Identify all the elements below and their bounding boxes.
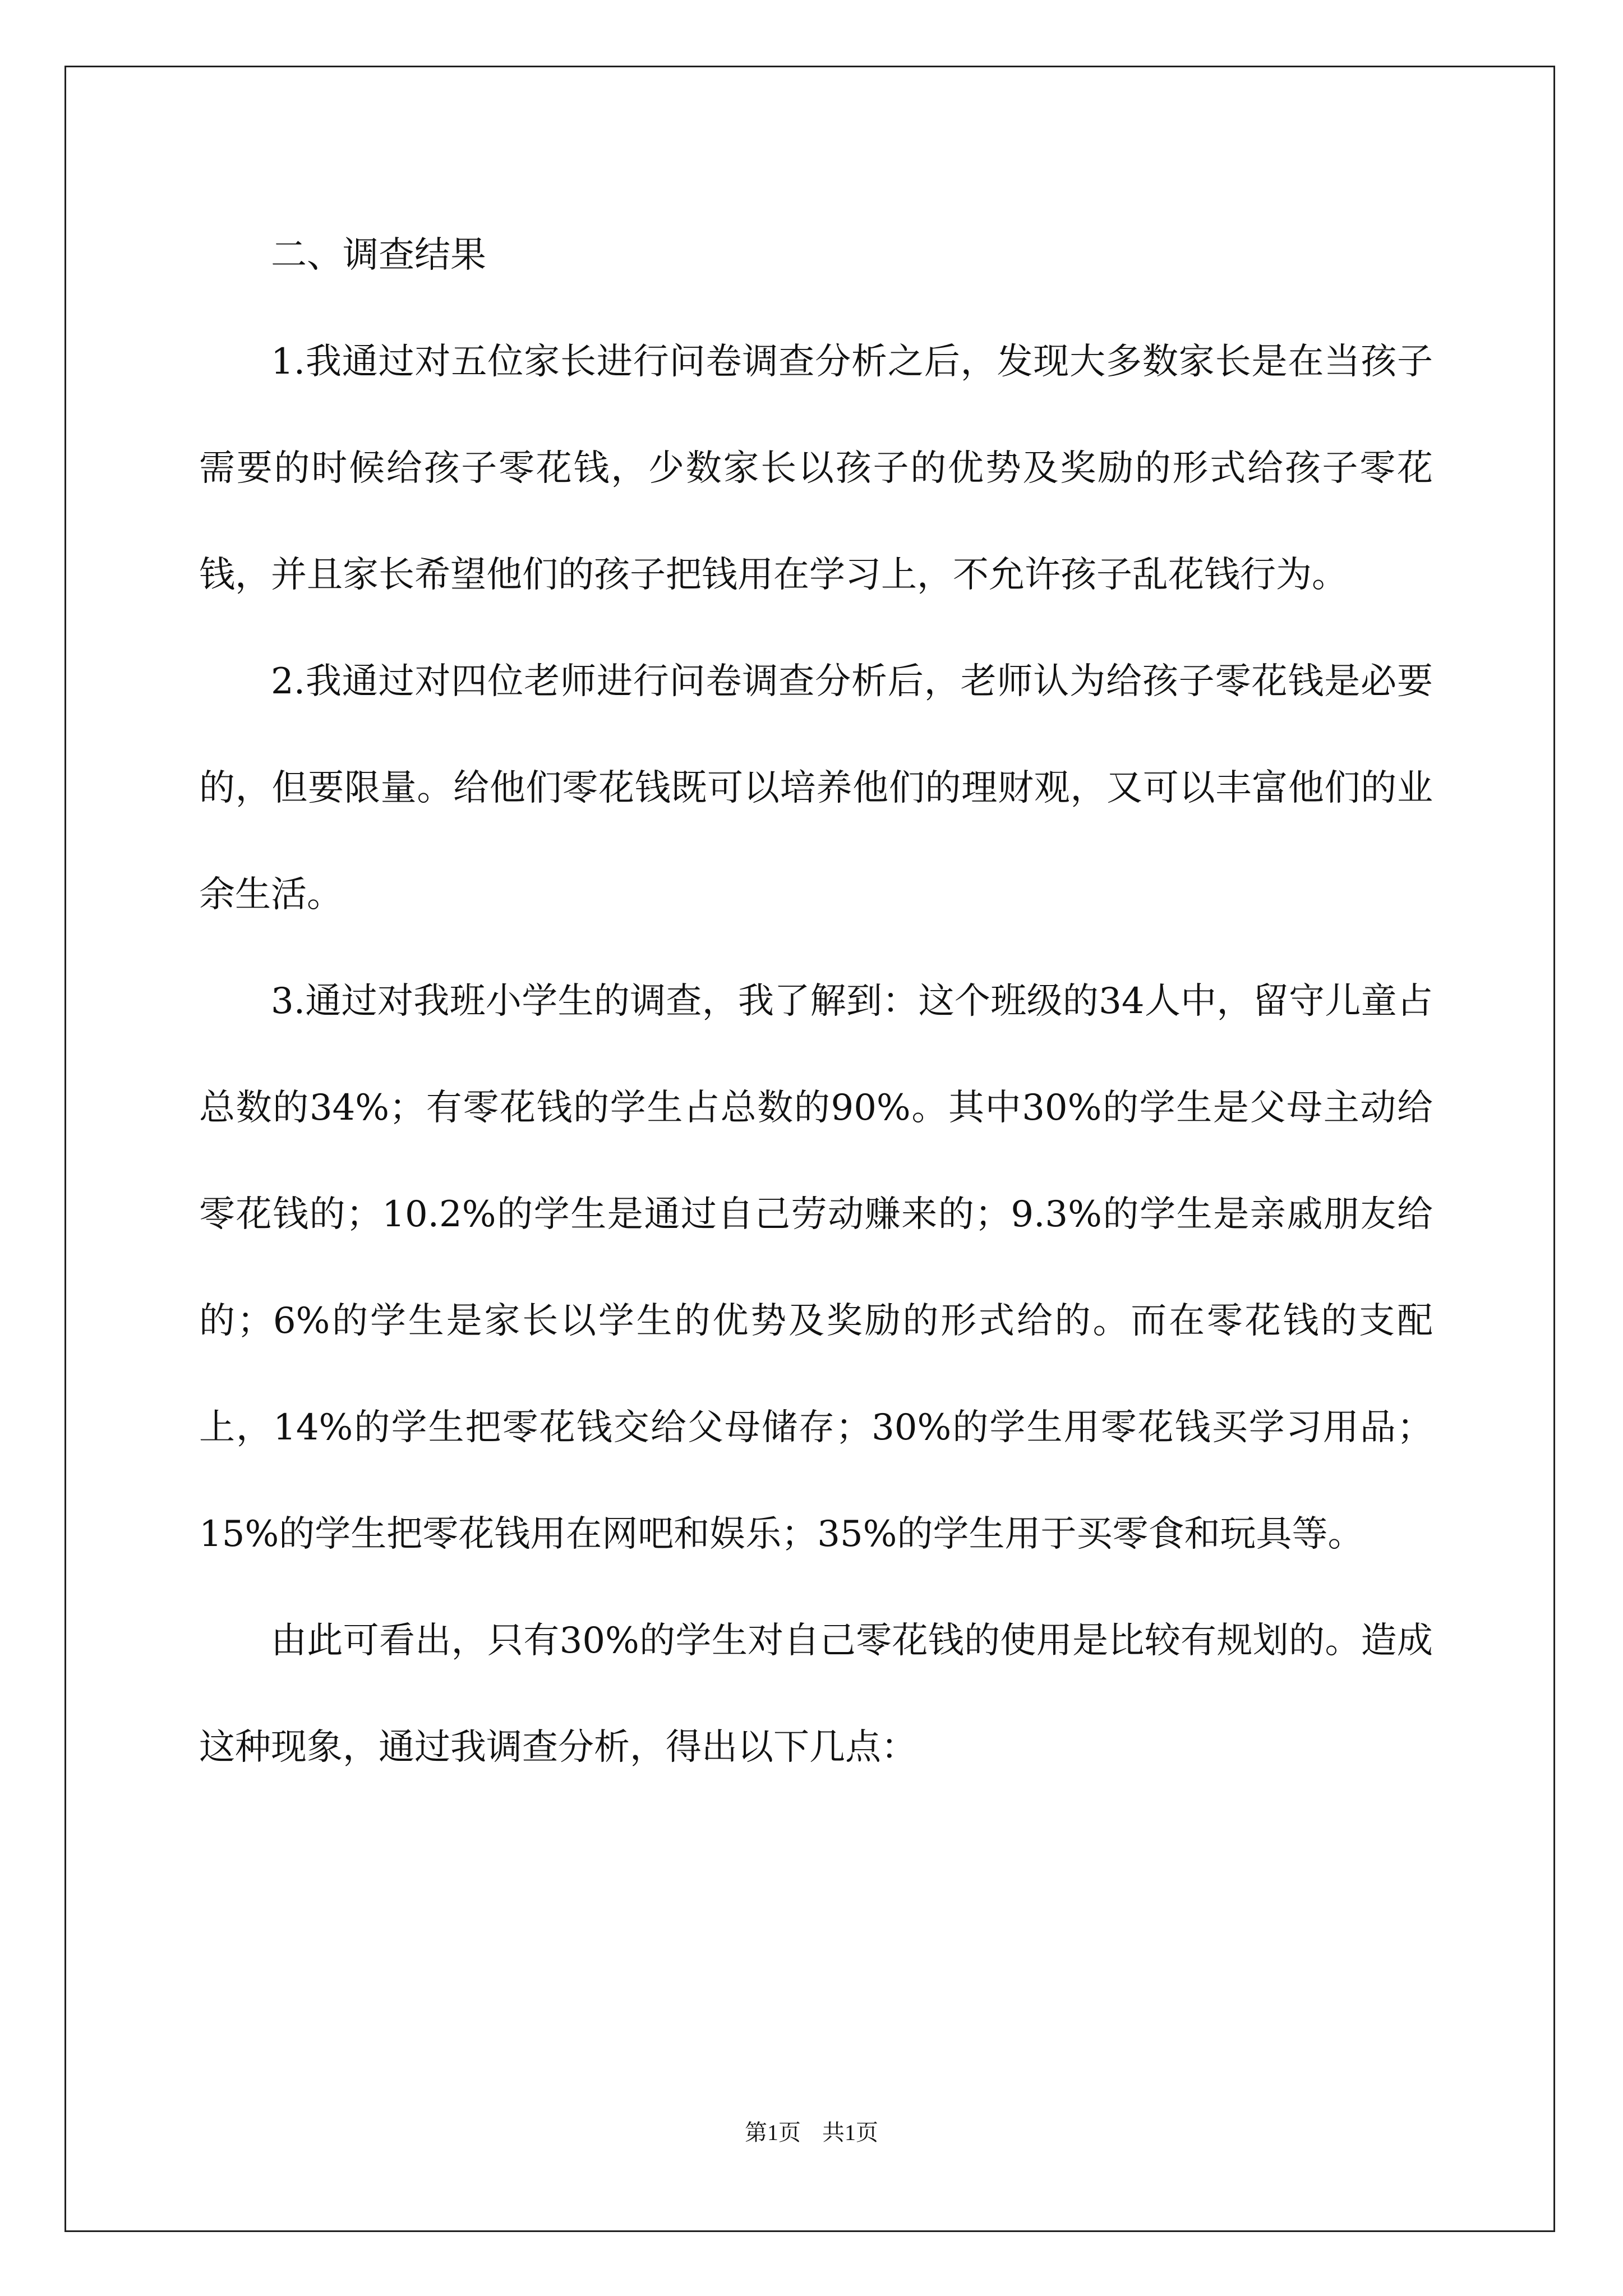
paragraph-teachers-survey: 2.我通过对四位老师进行问卷调查分析后，老师认为给孩子零花钱是必要的，但要限量。给他们零花钱既可以培养他们的理财观，又可以丰富他们的业余生活。 <box>199 661 1433 915</box>
paragraph-parents-survey: 1.我通过对五位家长进行问卷调查分析之后，发现大多数家长是在当孩子需要的时候给孩子零花钱，少数家长以孩子的优势及奖励的形式给孩子零花钱，并且家长希望他们的孩子把钱用在学习上，不允许孩子乱花钱行为。 <box>199 341 1433 596</box>
document-body <box>199 202 1433 1801</box>
paragraph-students-survey: 3.通过对我班小学生的调查，我了解到：这个班级的34人中，留守儿童占总数的34%；有零花钱的学生占总数的90%。其中30%的学生是父母主动给零花钱的；10.2%的学生是通过自己劳动赚来的；9.3%的学生是亲戚朋友给的；6%的学生是家长以学生的优势及奖励的形式给的。而在零花钱的支配上，14%的学生把零花钱交给父母储存；30%的学生用零花钱买学习用品；15%的学生把零花钱用在网吧和娱乐；35%的学生用于买零食和玩具等。 <box>199 981 1433 1555</box>
page-total: 共1页 <box>822 2120 878 2145</box>
section-heading: 二、调查结果 <box>271 234 486 276</box>
page-footer <box>0 2115 1623 2147</box>
page-number: 第1页 <box>745 2120 801 2145</box>
paragraph-conclusion: 由此可看出，只有30%的学生对自己零花钱的使用是比较有规划的。造成这种现象，通过我调查分析，得出以下几点： <box>199 1620 1433 1768</box>
